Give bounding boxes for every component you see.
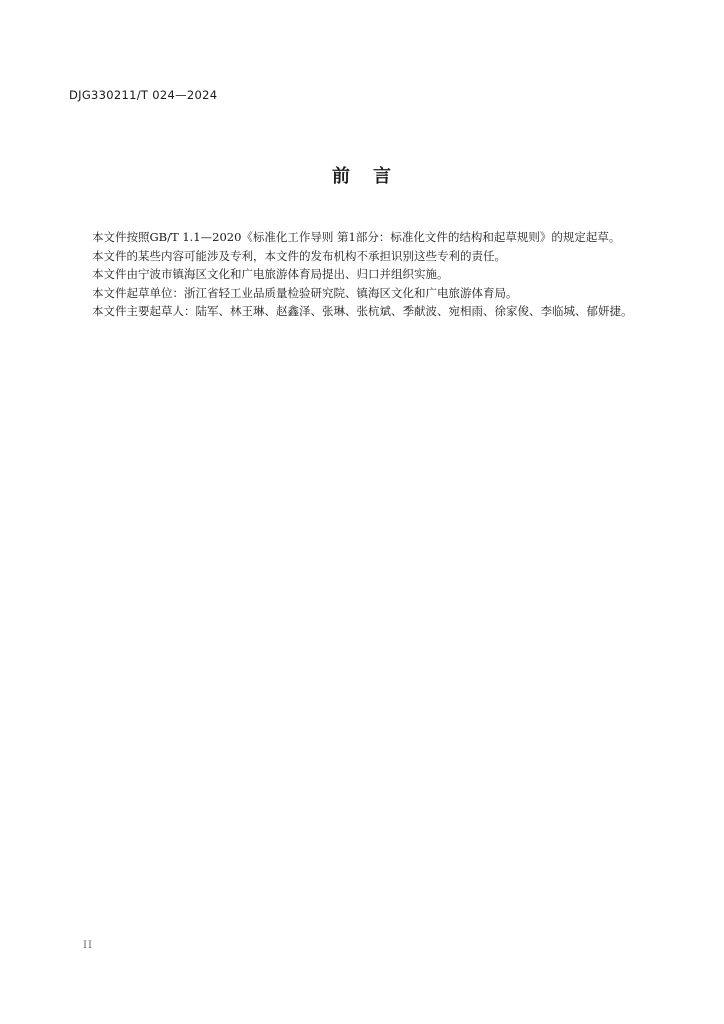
paragraph-proposer: 本文件由宁波市镇海区文化和广电旅游体育局提出、归口并组织实施。 [92, 267, 449, 281]
document-code: DJG330211/T 024—2024 [69, 88, 218, 102]
title-char-1: 前 [332, 166, 351, 187]
paragraph-patent-notice: 本文件的某些内容可能涉及专利，本文件的发布机构不承担识别这些专利的责任。 [92, 248, 506, 263]
title-char-2: 言 [373, 166, 392, 187]
paragraph-drafting-units: 本文件起草单位：浙江省轻工业品质量检验研究院、镇海区文化和广电旅游体育局。 [92, 285, 518, 300]
paragraph-drafters: 本文件主要起草人：陆军、林王琳、赵鑫泽、张琳、张杭斌、季献波、宛相雨、徐家俊、李临城、郁妍捷。 [92, 304, 633, 318]
page-number: II [83, 940, 93, 951]
foreword-body [69, 228, 641, 321]
page-title [0, 162, 724, 188]
paragraph-drafting-basis: 本文件按照GB/T 1.1—2020《标准化工作导则 第1部分：标准化文件的结构和起草规则》的规定起草。 [92, 230, 621, 244]
